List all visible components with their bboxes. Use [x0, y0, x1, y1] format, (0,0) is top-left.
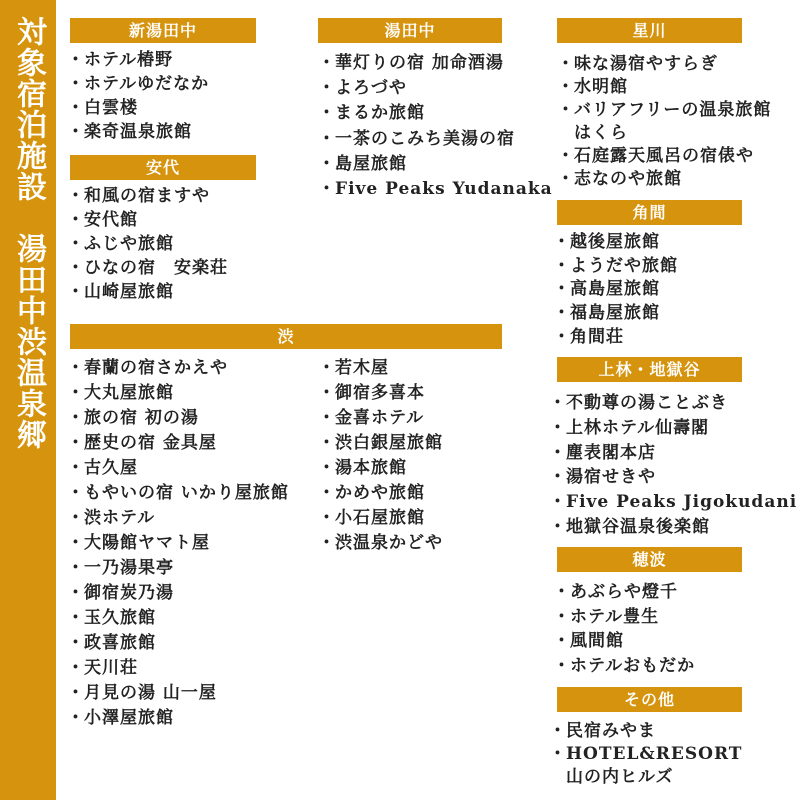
facility-item: [67, 406, 289, 431]
bullet-marker: ・: [67, 483, 84, 503]
section-heading-honami: 穂波: [557, 547, 742, 572]
facility-name: 塵表閣本店: [566, 442, 656, 463]
bullet-marker: ・: [67, 74, 84, 94]
facility-item: [67, 120, 209, 144]
facility-name: Five Peaks Yudanaka: [335, 179, 553, 200]
facility-name: 地獄谷温泉後楽館: [566, 516, 710, 537]
facility-item: [318, 51, 553, 76]
facility-item: [318, 456, 443, 481]
section-heading-kambayashi-jigokudani: 上林・地獄谷: [557, 357, 742, 382]
facility-item: [553, 255, 678, 279]
facility-item: [318, 431, 443, 456]
facility-item: [549, 720, 742, 743]
facility-name: 安代館: [84, 210, 138, 230]
facility-name: 御宿炭乃湯: [84, 583, 174, 603]
facility-name: 和風の宿ますや: [84, 186, 210, 206]
facility-item: [318, 406, 443, 431]
facility-item: [318, 101, 553, 126]
facility-item: [318, 531, 443, 556]
facility-name: Five Peaks Jigokudani: [566, 492, 798, 513]
facility-item: [67, 48, 209, 72]
bullet-marker: ・: [553, 606, 570, 627]
section-heading-yasuyo: 安代: [70, 155, 256, 180]
bullet-marker: ・: [67, 50, 84, 70]
bullet-marker: ・: [318, 408, 335, 428]
facility-list-shibu-right: [318, 356, 443, 556]
bullet-marker: ・: [318, 78, 335, 99]
facility-name: 小澤屋旅館: [84, 708, 174, 728]
facility-name: 湯宿せきや: [566, 467, 656, 488]
bullet-marker: ・: [549, 442, 566, 463]
facility-item: [557, 99, 771, 145]
facility-list-shibu-left: [67, 356, 289, 731]
facility-item: [557, 53, 771, 76]
facility-name: HOTEL&RESORT 山の内ヒルズ: [566, 744, 743, 787]
facility-item: [67, 581, 289, 606]
bullet-marker: ・: [318, 383, 335, 403]
facility-list-kakuma: [553, 231, 678, 350]
bullet-marker: ・: [318, 483, 335, 503]
facility-item: [549, 391, 797, 416]
bullet-marker: ・: [553, 631, 570, 652]
facility-list-hoshikawa: [557, 53, 771, 191]
facility-item: [553, 231, 678, 255]
facility-list-honami: [553, 580, 695, 679]
facility-item: [67, 96, 209, 120]
facility-item: [318, 356, 443, 381]
facility-item: [67, 506, 289, 531]
bullet-marker: ・: [67, 98, 84, 118]
facility-list-other: [549, 720, 742, 789]
facility-name: ホテル豊生: [570, 606, 660, 627]
bullet-marker: ・: [553, 582, 570, 602]
facility-name: 湯本旅館: [335, 458, 407, 478]
facility-name: ようだや旅館: [570, 255, 678, 276]
section-heading-other: その他: [557, 687, 742, 712]
bullet-marker: ・: [553, 279, 570, 300]
bullet-marker: ・: [67, 658, 84, 678]
facility-item: [67, 456, 289, 481]
section-heading-shibu: 渋: [70, 324, 502, 349]
facility-name: 志なのや旅館: [574, 169, 682, 189]
bullet-marker: ・: [549, 516, 566, 537]
bullet-marker: ・: [557, 54, 574, 74]
facility-name: 若木屋: [335, 358, 389, 378]
bullet-marker: ・: [557, 100, 574, 120]
facility-item: [318, 76, 553, 101]
facility-name: もやいの宿 いかり屋旅館: [84, 483, 289, 503]
bullet-marker: ・: [549, 721, 566, 741]
facility-name: あぶらや燈千: [570, 582, 678, 602]
facility-name: まるか旅館: [335, 103, 425, 124]
facility-item: [318, 177, 553, 202]
bullet-marker: ・: [549, 393, 566, 413]
bullet-marker: ・: [67, 258, 84, 278]
facility-list-yudanaka: [318, 51, 553, 202]
bullet-marker: ・: [557, 146, 574, 166]
bullet-marker: ・: [67, 458, 84, 478]
facility-item: [549, 743, 742, 789]
bullet-marker: ・: [67, 608, 84, 628]
facility-name: 御宿多喜本: [335, 383, 425, 403]
facility-name: 歴史の宿 金具屋: [84, 433, 217, 453]
page-title: 対象宿泊施設: [11, 16, 46, 202]
facility-name: 大丸屋旅館: [84, 383, 174, 403]
facility-item: [67, 256, 228, 280]
facility-item: [557, 168, 771, 191]
bullet-marker: ・: [549, 744, 566, 764]
facility-item: [553, 605, 695, 630]
bullet-marker: ・: [67, 282, 84, 302]
facility-name: 楽奇温泉旅館: [84, 122, 192, 142]
facility-item: [67, 556, 289, 581]
facility-name: 春蘭の宿さかえや: [84, 358, 228, 378]
bullet-marker: ・: [67, 533, 84, 553]
facility-name: 古久屋: [84, 458, 138, 478]
bullet-marker: ・: [67, 234, 84, 254]
facility-name: 一茶のこみち美湯の宿: [335, 128, 515, 149]
bullet-marker: ・: [553, 232, 570, 252]
facility-item: [67, 72, 209, 96]
facility-name: 上林ホテル仙壽閣: [566, 417, 710, 438]
facility-name: ふじや旅館: [84, 234, 174, 254]
facility-name: ひなの宿 安楽荘: [84, 258, 228, 278]
bullet-marker: ・: [67, 708, 84, 728]
facility-item: [67, 208, 228, 232]
bullet-marker: ・: [318, 103, 335, 124]
facility-name: ホテルおもだか: [570, 656, 696, 677]
facility-list-yasuyo: [67, 184, 228, 304]
facility-item: [553, 326, 678, 350]
facility-item: [318, 506, 443, 531]
section-heading-yudanaka: 湯田中: [318, 18, 502, 43]
bullet-marker: ・: [67, 186, 84, 206]
facility-item: [549, 465, 797, 490]
facility-item: [67, 606, 289, 631]
bullet-marker: ・: [549, 417, 566, 438]
facility-item: [318, 481, 443, 506]
facility-name: ホテル椿野: [84, 50, 174, 70]
facility-item: [67, 531, 289, 556]
facility-name: 大陽館ヤマト屋: [84, 533, 210, 553]
facility-item: [557, 145, 771, 168]
bullet-marker: ・: [67, 433, 84, 453]
facility-name: 味な湯宿やすらぎ: [574, 54, 718, 74]
bullet-marker: ・: [553, 255, 570, 276]
bullet-marker: ・: [318, 533, 335, 553]
bullet-marker: ・: [67, 408, 84, 428]
bullet-marker: ・: [553, 303, 570, 324]
facility-item: [67, 232, 228, 256]
facility-list-shin-yudanaka: [67, 48, 209, 144]
area-title: 湯田中渋温泉郷: [11, 233, 46, 450]
bullet-marker: ・: [67, 358, 84, 378]
facility-item: [67, 280, 228, 304]
bullet-marker: ・: [318, 433, 335, 453]
facility-name: 山崎屋旅館: [84, 282, 174, 302]
facility-name: 島屋旅館: [335, 153, 407, 174]
facility-item: [553, 654, 695, 679]
bullet-marker: ・: [318, 128, 335, 149]
facility-name: よろづや: [335, 78, 407, 99]
facility-name: 政喜旅館: [84, 633, 156, 653]
bullet-marker: ・: [67, 210, 84, 230]
facility-item: [549, 490, 797, 515]
facility-item: [67, 381, 289, 406]
facility-name: 金喜ホテル: [335, 408, 425, 428]
facility-item: [318, 152, 553, 177]
facility-item: [553, 302, 678, 326]
bullet-marker: ・: [318, 458, 335, 478]
facility-name: 旅の宿 初の湯: [84, 408, 199, 428]
facility-name: 渋白銀屋旅館: [335, 433, 443, 453]
facility-name: バリアフリーの温泉旅館 はくら: [574, 100, 772, 143]
bullet-marker: ・: [67, 383, 84, 403]
facility-item: [67, 656, 289, 681]
bullet-marker: ・: [318, 358, 335, 378]
facility-item: [553, 278, 678, 302]
facility-item: [553, 580, 695, 605]
facility-item: [67, 481, 289, 506]
bullet-marker: ・: [318, 179, 335, 200]
facility-name: 民宿みやま: [566, 721, 656, 741]
facility-name: 水明館: [574, 77, 628, 97]
facility-name: 不動尊の湯ことぶき: [566, 393, 728, 413]
facility-name: 風間館: [570, 631, 624, 652]
facility-name: 玉久旅館: [84, 608, 156, 628]
facility-name: 天川荘: [84, 658, 138, 678]
facility-name: 福島屋旅館: [570, 303, 660, 324]
facility-item: [67, 356, 289, 381]
bullet-marker: ・: [67, 122, 84, 142]
bullet-marker: ・: [553, 326, 570, 347]
facility-item: [67, 184, 228, 208]
facility-item: [549, 515, 797, 540]
section-heading-shin-yudanaka: 新湯田中: [70, 18, 256, 43]
bullet-marker: ・: [553, 656, 570, 677]
bullet-marker: ・: [557, 77, 574, 97]
facility-name: 渋ホテル: [84, 508, 156, 528]
facility-item: [549, 416, 797, 441]
section-heading-kakuma: 角間: [557, 200, 742, 225]
bullet-marker: ・: [67, 508, 84, 528]
bullet-marker: ・: [67, 558, 84, 578]
bullet-marker: ・: [67, 583, 84, 603]
bullet-marker: ・: [318, 508, 335, 528]
facility-name: 小石屋旅館: [335, 508, 425, 528]
bullet-marker: ・: [318, 53, 335, 73]
bullet-marker: ・: [67, 633, 84, 653]
facility-name: 石庭露天風呂の宿俵や: [574, 146, 754, 166]
facility-item: [67, 706, 289, 731]
section-heading-hoshikawa: 星川: [557, 18, 742, 43]
facility-name: 月見の湯 山一屋: [84, 683, 217, 703]
facility-name: かめや旅館: [335, 483, 425, 503]
bullet-marker: ・: [557, 169, 574, 189]
facility-item: [67, 431, 289, 456]
bullet-marker: ・: [549, 492, 566, 513]
facility-item: [67, 681, 289, 706]
facility-item: [318, 381, 443, 406]
facility-name: 越後屋旅館: [570, 232, 660, 252]
facility-item: [557, 76, 771, 99]
facility-item: [549, 441, 797, 466]
facility-list-kambayashi-jigokudani: [549, 391, 797, 540]
facility-item: [553, 629, 695, 654]
facility-name: 一乃湯果亭: [84, 558, 174, 578]
facility-item: [67, 631, 289, 656]
bullet-marker: ・: [318, 153, 335, 174]
bullet-marker: ・: [549, 467, 566, 488]
facility-name: 白雲楼: [84, 98, 138, 118]
facility-name: 渋温泉かどや: [335, 533, 443, 553]
facility-name: ホテルゆだなか: [84, 74, 210, 94]
facility-item: [318, 127, 553, 152]
facility-name: 角間荘: [570, 326, 624, 347]
facility-name: 華灯りの宿 加命酒湯: [335, 53, 504, 73]
bullet-marker: ・: [67, 683, 84, 703]
facility-name: 高島屋旅館: [570, 279, 660, 300]
